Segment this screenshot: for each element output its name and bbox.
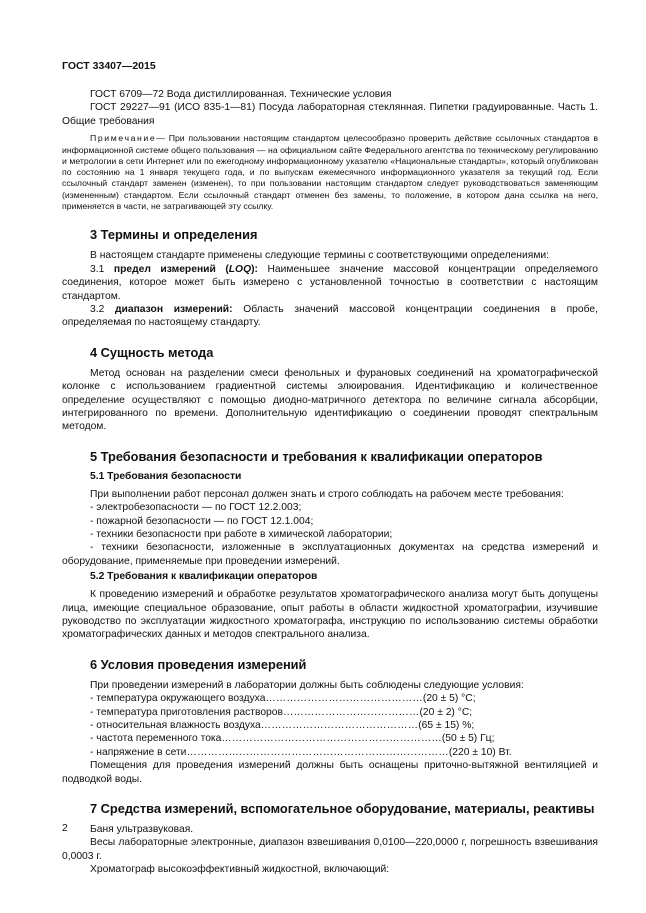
list-item: - пожарной безопасности — по ГОСТ 12.1.004; [90,515,314,527]
reference-gost-6709: ГОСТ 6709—72 Вода дистиллированная. Технические условия [90,89,392,100]
condition-row [62,732,598,745]
term-3-1-abbr: LOQ [228,263,252,275]
note-text: — При пользовании настоящим стандартом целесообразно проверить действие ссылочных стандартов в информационной системе общего пользования — на официальном сайте Федерального агентства по техническому регулированию и метрологии в сети Интернет или по ежегодному информационному указателю «Национальные стандарты», который опубликован по состоянию на 1 января текущего года, и по выпускам ежемесячного информационного указателя за текущий год. Если ссылочный стандарт заменен (изменен), то при пользовании настоящим стандартом следует руководствоваться заменяющим (измененным) стандартом. Если ссылочный стандарт отменен без замены, то положение, в котором дана ссылка на него, применяется в части, не затрагивающей эту ссылку. [62,133,598,211]
page-number: 2 [62,823,68,834]
section-5-2-title: 5.2 Требования к квалификации операторов [90,571,318,583]
term-3-1-number: 3.1 [90,263,105,275]
condition-leader: ……………………………………… [260,720,419,732]
condition-value: (50 ± 5) Гц; [441,733,495,745]
condition-value: (65 ± 15) %; [418,720,475,732]
term-3-1-name-end: ): [251,263,258,275]
section-5-1-intro: При выполнении работ персонал должен знать и строго соблюдать на рабочем месте требования: [90,488,564,500]
term-3-2 [62,303,598,330]
condition-value: (20 ± 2) °С; [419,706,473,718]
section-3-title: 3 Термины и определения [90,227,258,243]
term-3-1-definition: Наименьшее значение массовой концентрации определяемого соединения, которое может быть измерено с установленной точностью в соответствии с настоящим стандартом. [62,263,598,302]
condition-label: - температура окружающего воздуха [90,693,266,705]
condition-label: - температура приготовления растворов [90,706,283,718]
condition-leader: ……………………………………… [265,693,423,705]
equipment-item: Баня ультразвуковая. [90,824,194,836]
condition-value: (20 ± 5) °С; [422,693,476,705]
term-3-1 [62,263,598,303]
section-5-1-title: 5.1 Требования безопасности [90,470,242,482]
condition-label: - частота переменного тока [90,733,222,745]
section-5-title: 5 Требования безопасности и требования к квалификации операторов [90,448,543,464]
condition-row [62,719,598,732]
term-3-2-number: 3.2 [90,303,105,315]
reference-gost-29227: ГОСТ 29227—91 (ИСО 835-1—81) Посуда лабораторная стеклянная. Пипетки градуированные. Часть 1. Общие требования [62,102,598,127]
condition-leader: ……………………………………………………… [221,733,442,745]
equipment-item: Весы лабораторные электронные, диапазон взвешивания 0,0100—220,0000 г, погрешность взвешивания 0,0003 г. [62,837,598,862]
section-5-2-text: К проведению измерений и обработке результатов хроматографического анализа могут быть допущены лица, имеющие специальное образование, опыт работы в области жидкостной хроматографии, изучившие руководство по эксплуатации жидкостного хроматографа, инструкцию по использованию системы обработки хроматографических данных и методов спектрального анализа. [62,589,598,641]
condition-label: - напряжение в сети [90,746,187,758]
term-3-2-definition: Область значений массовой концентрации соединения в пробе, определяемая по настоящему стандарту. [62,303,598,329]
section-6-intro: При проведении измерений в лаборатории должны быть соблюдены следующие условия: [90,679,524,691]
note-paragraph [62,133,598,212]
condition-row [62,706,598,719]
equipment-item: Хроматограф высокоэффективный жидкостной, включающий: [90,864,390,876]
list-item: - техники безопасности при работе в химической лаборатории; [90,528,393,540]
section-6-footer: Помещения для проведения измерений должны быть оснащены приточно-вытяжной вентиляцией и подводкой воды. [62,760,598,785]
section-6-title: 6 Условия проведения измерений [90,656,307,672]
list-item: - электробезопасности — по ГОСТ 12.2.003; [90,502,302,514]
term-3-2-name: диапазон измерений: [115,303,233,315]
condition-leader: ………………………………………………………………… [186,746,449,758]
condition-leader: ………………………………… [282,706,420,718]
document-id: ГОСТ 33407—2015 [62,60,156,72]
condition-value: (220 ± 10) Вт. [448,746,512,758]
list-item: - техники безопасности, изложенные в эксплуатационных документах на средства измерений и оборудование, применяемые при проведении измерений. [62,542,598,567]
term-3-1-name: предел измерений ( [113,263,229,275]
note-label: Примечание [90,133,157,144]
condition-row [62,692,598,705]
section-3-intro: В настоящем стандарте применены следующие термины с соответствующими определениями: [90,250,550,262]
section-4-text: Метод основан на разделении смеси фенольных и фурановых соединений на хроматографической колонке с использованием градиентной системы элюирования. Идентификацию и количественное определение осуществляют с помощью диодно-матричного детектора по величине сигнала абсорбции, интегрированного по времени. Дополнительную идентификацию о соединении проводят спектральным методом. [62,367,598,433]
condition-row [62,746,598,759]
section-7-title: 7 Средства измерений, вспомогательное оборудование, материалы, реактивы [90,801,595,817]
section-4-title: 4 Сущность метода [90,344,214,360]
condition-label: - относительная влажность воздуха [90,720,261,732]
